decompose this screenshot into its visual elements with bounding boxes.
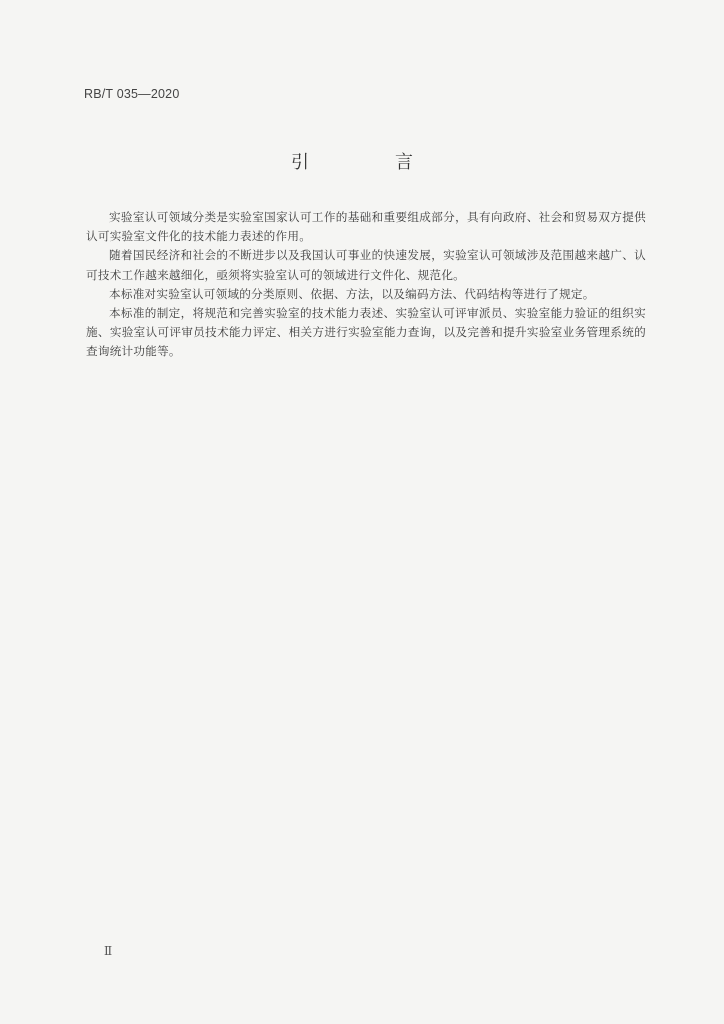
paragraph: 本标准对实验室认可领域的分类原则、依据、方法，以及编码方法、代码结构等进行了规定。 (109, 286, 595, 301)
paragraph: 实验室认可领域分类是实验室国家认可工作的基础和重要组成部分，具有向政府、社会和贸易双方提供认可实验室文件化的技术能力表述的作用。 (86, 210, 646, 244)
page-number: Ⅱ (104, 944, 113, 958)
standard-id: RB/T 035—2020 (84, 87, 180, 101)
paragraph: 本标准的制定，将规范和完善实验室的技术能力表述、实验室认可评审派员、实验室能力验证的组织实施、实验室认可评审员技术能力评定、相关方进行实验室能力查询，以及完善和提升实验室业务管理系统的查询统计功能等。 (86, 306, 646, 359)
paragraph: 随着国民经济和社会的不断进步以及我国认可事业的快速发展，实验室认可领域涉及范围越来越广、认可技术工作越来越细化，亟须将实验室认可的领域进行文件化、规范化。 (86, 248, 646, 282)
section-title: 引 言 (291, 152, 447, 173)
body-text (86, 208, 646, 362)
